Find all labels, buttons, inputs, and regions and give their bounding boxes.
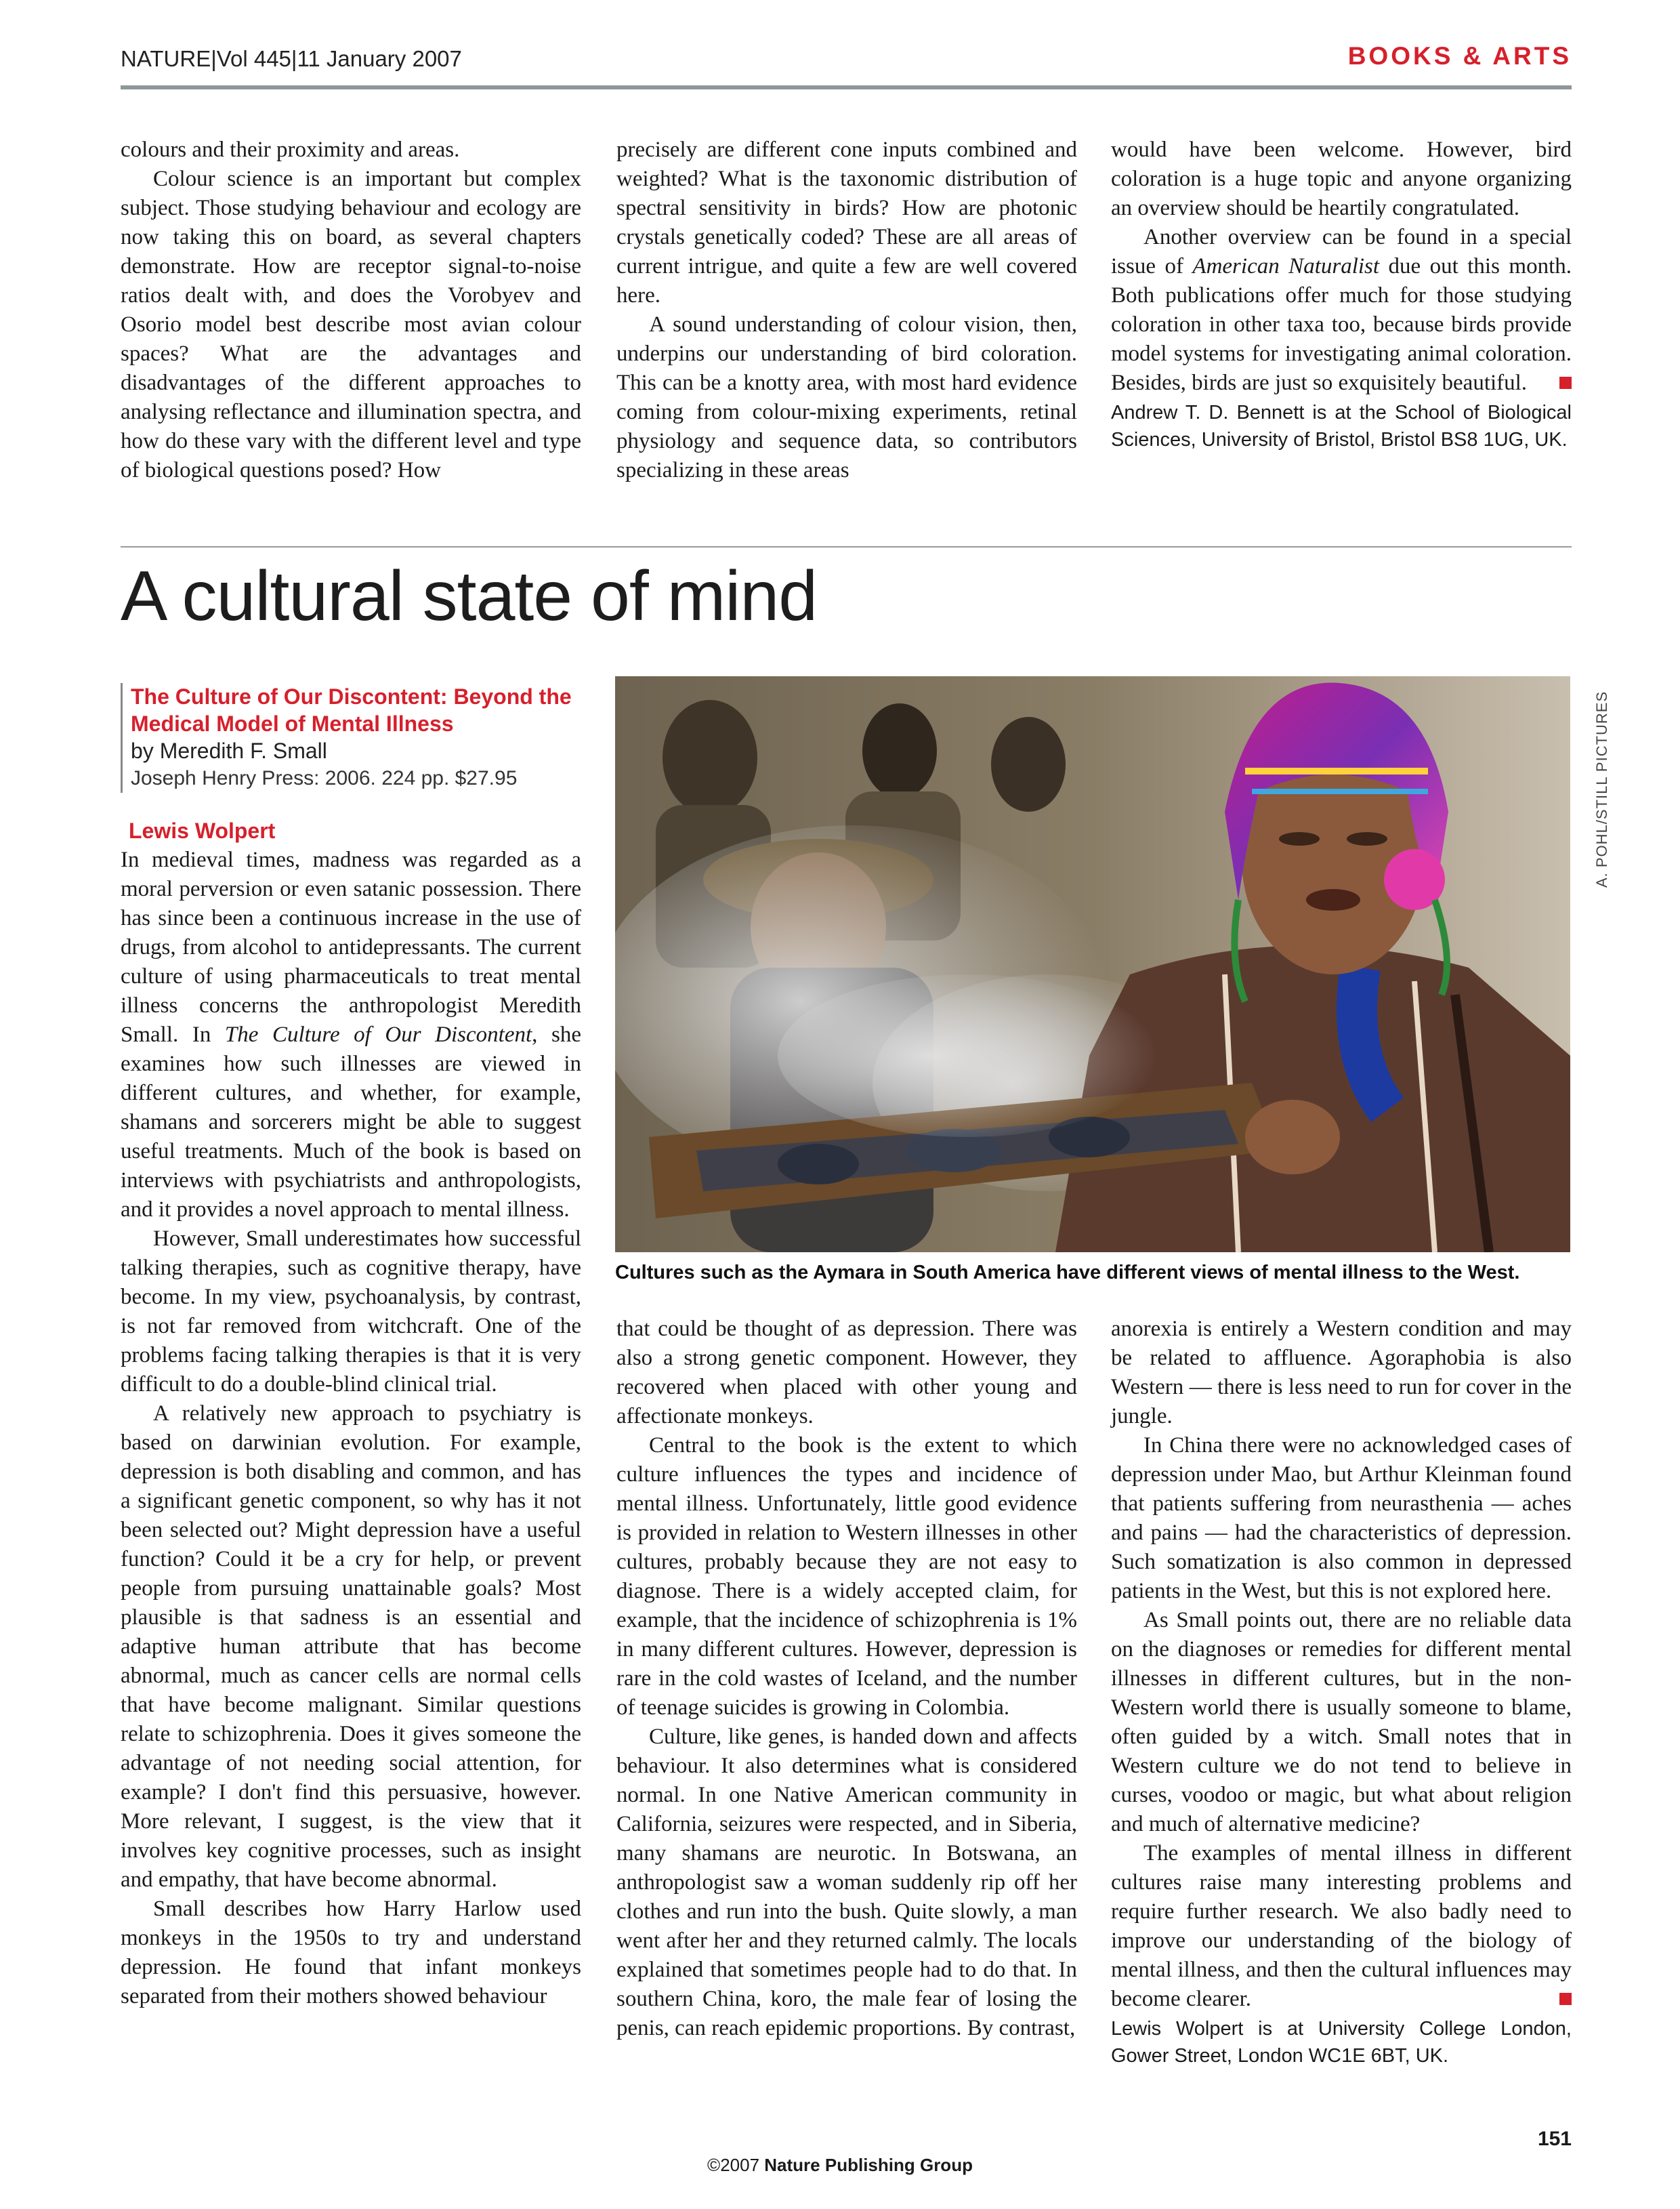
article-column-2 (616, 1315, 1077, 2043)
paragraph: would have been welcome. However, bird coloration is a huge topic and anyone organizing an overview should be heartily congratulated. (1111, 138, 1572, 220)
copyright-line: ©2007 Nature Publishing Group (707, 2155, 973, 2175)
paragraph: colours and their proximity and areas. (121, 138, 460, 162)
reviewer-affiliation: Lewis Wolpert is at University College London, Gower Street, London WC1E 6BT, UK. (1111, 2018, 1572, 2067)
book-title: The Culture of Our Discontent: Beyond the Medical Model of Mental Illness (131, 684, 572, 736)
header-rule (121, 85, 1572, 89)
journal-issue-line: NATURE|Vol 445|11 January 2007 (121, 46, 462, 71)
section-label: BOOKS & ARTS (1347, 42, 1572, 70)
paragraph: In medieval times, madness was regarded as a moral perversion or even satanic possession. There has since been a continuous increase in the use of drugs, from alcohol to antidepressants. The current culture of using pharmaceuticals to treat mental illness concerns the anthropologist Meredith Small. In The Culture of Our Discontent, she examines how such illnesses are viewed in different cultures, and whether, for example, shamans and sorcerers might be able to suggest useful treatments. Much of the book is based on interviews with psychiatrists and anthropologists, and it provides a novel approach to mental illness. (121, 848, 581, 1222)
paragraph: However, Small underestimates how successful talking therapies, such as cognitive therapy, have become. In my view, psychoanalysis, by contrast, is not far removed from witchcraft. One of the problems facing talking therapies is that it is very difficult to do a double-blind clinical trial. (121, 1226, 581, 1397)
article-column-1 (121, 846, 581, 2011)
paragraph: Central to the book is the extent to which culture influences the types and incidence of mental illness. Unfortunately, little good evidence is provided in relation to Western illnesses in other cultures, probably because they are not easy to diagnose. There is a widely accepted claim, for example, that the incidence of schizophrenia is 1% in many different cultures. However, depression is rare in the cold wastes of Iceland, and the number of teenage suicides is growing in Colombia. (616, 1433, 1077, 1720)
top-review-column-1 (121, 136, 581, 485)
end-mark-icon (1559, 377, 1572, 389)
paragraph: Culture, like genes, is handed down and affects behaviour. It also determines what is considered normal. In one Native American community in California, seizures were respected, and in Siberia, many shamans are neurotic. In Botswana, an anthropologist saw a woman suddenly rip off her clothes and run into the bush. Quite slowly, a man went after her and they returned calmly. The locals explained that sometimes people had to do that. In southern China, koro, the male fear of losing the penis, can reach epidemic proportions. By contrast, (616, 1725, 1077, 2040)
paragraph: that could be thought of as depression. There was also a strong genetic component. However, they recovered when placed with other young and affectionate monkeys. (616, 1317, 1077, 1428)
paragraph: As Small points out, there are no reliable data on the diagnoses or remedies for different mental illnesses in different cultures, but in the non-Western world there is usually someone to blame, often guided by a witch. Small notes that in Western culture we do not tend to believe in curses, voodoo or magic, but what about religion and much of alternative medicine? (1111, 1608, 1572, 1836)
reviewer-affiliation: Andrew T. D. Bennett is at the School of Biological Sciences, University of Bristol, Bristol BS8 1UG, UK. (1111, 402, 1572, 451)
photo-caption: Cultures such as the Aymara in South America have different views of mental illness to the West. (615, 1262, 1520, 1283)
top-review-column-3 (1111, 136, 1572, 453)
article-column-3 (1111, 1315, 1572, 2069)
paragraph: Another overview can be found in a special issue of American Naturalist due out this month. Both publications offer much for those studying coloration in other taxa too, because birds provide model systems for investigating animal coloration. Besides, birds are just so exquisitely beautiful. (1111, 225, 1572, 395)
article-photo (615, 676, 1570, 1252)
paragraph: The examples of mental illness in different cultures raise many interesting problems and require further research. We also badly need to improve our understanding of the biology of mental illness, and then the cultural influences may become clearer. (1111, 1841, 1572, 2011)
paragraph: In China there were no acknowledged cases of depression under Mao, but Arthur Kleinman found that patients suffering from neurasthenia — aches and pains — had the characteristics of depression. Such somatization is also common in depressed patients in the West, but this is not explored here. (1111, 1433, 1572, 1603)
paragraph: A sound understanding of colour vision, then, underpins our understanding of bird coloration. This can be a knotty area, with most hard evidence coming from colour-mixing experiments, retinal physiology and sequence data, so contributors specializing in these areas (616, 312, 1077, 482)
photo-credit: A. POHL/STILL PICTURES (1593, 690, 1610, 888)
book-author: by Meredith F. Small (131, 739, 327, 763)
paragraph: anorexia is entirely a Western condition and may be related to affluence. Agoraphobia is also Western — there is less need to run for cover in the jungle. (1111, 1317, 1572, 1428)
paragraph: Small describes how Harry Harlow used monkeys in the 1950s to try and understand depression. He found that infant monkeys separated from their mothers showed behaviour (121, 1897, 581, 2008)
article-headline: A cultural state of mind (121, 557, 818, 636)
paragraph: Colour science is an important but complex subject. Those studying behaviour and ecology are now taking this on board, as several chapters demonstrate. How are receptor signal-to-noise ratios dealt with, and does the Vorobyev and Osorio model best describe most avian colour spaces? What are the advantages and disadvantages of the different approaches to analysing reflectance and illumination spectra, and how do these vary with the different level and type of biological questions posed? How (121, 167, 581, 482)
shaman-photo-illustration (615, 676, 1570, 1252)
page-number: 151 (1537, 2128, 1572, 2150)
paragraph: precisely are different cone inputs combined and weighted? What is the taxonomic distribution of spectral sensitivity in birds? How are photonic crystals genetically coded? These are all areas of current intrigue, and quite a few are well covered here. (616, 138, 1077, 308)
top-review-column-2 (616, 136, 1077, 485)
end-mark-icon (1559, 1993, 1572, 2005)
reviewer-name: Lewis Wolpert (129, 819, 276, 843)
paragraph: A relatively new approach to psychiatry is based on darwinian evolution. For example, depression is both disabling and common, and has a significant genetic component, so why has it not been selected out? Might depression have a useful function? Could it be a cry for help, or prevent people from pursuing unattainable goals? Most plausible is that sadness is an essential and adaptive human attribute that has become abnormal, much as cancer cells are normal cells that have become malignant. Similar questions relate to schizophrenia. Does it gives someone the advantage of not needing social attention, for example? I don't find this persuasive, however. More relevant, I suggest, is the view that it involves key cognitive processes, such as insight and empathy, that have become abnormal. (121, 1401, 581, 1892)
section-divider (121, 546, 1572, 548)
book-info-box (121, 683, 585, 793)
book-publisher: Joseph Henry Press: 2006. 224 pp. $27.95 (131, 767, 518, 789)
